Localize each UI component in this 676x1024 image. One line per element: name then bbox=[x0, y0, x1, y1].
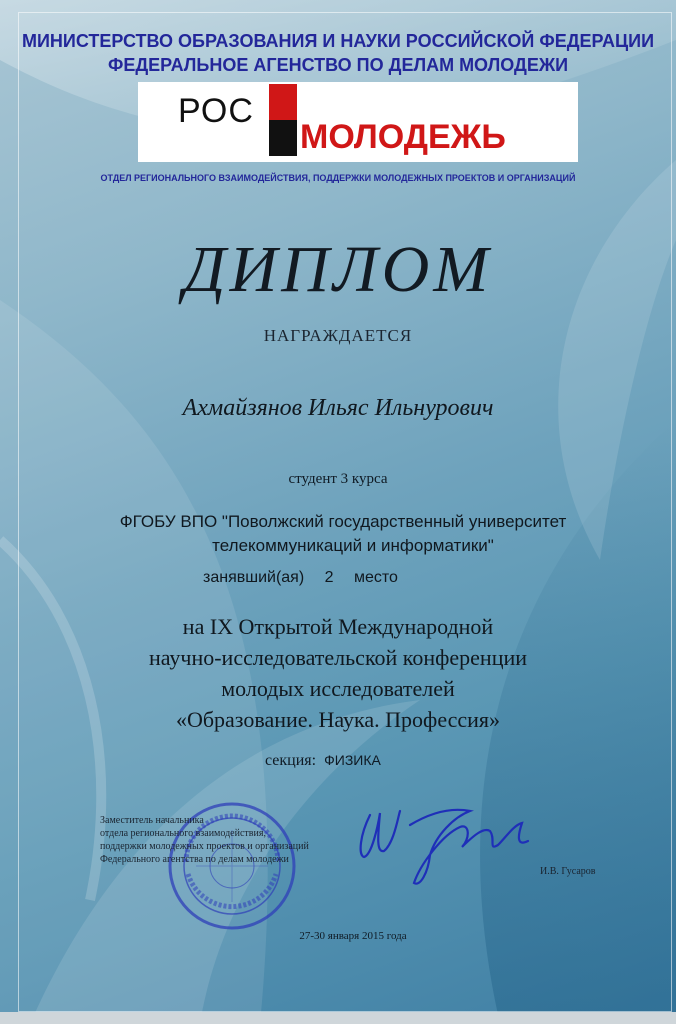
logo-text-ros: РОС bbox=[178, 92, 254, 130]
handwritten-signature bbox=[350, 795, 550, 890]
conference-line-2: научно-исследовательской конференции bbox=[148, 645, 528, 670]
event-date: 27-30 января 2015 года bbox=[299, 930, 407, 942]
section-line bbox=[265, 752, 381, 770]
department-line: ОТДЕЛ РЕГИОНАЛЬНОГО ВЗАИМОДЕЙСТВИЯ, ПОДДЕРЖКИ МОЛОДЕЖНЫХ ПРОЕКТОВ И ОРГАНИЗАЦИЙ bbox=[100, 173, 576, 183]
place-unit: место bbox=[353, 569, 398, 586]
logo-red-square bbox=[269, 84, 297, 120]
conference-line-4: «Образование. Наука. Профессия» bbox=[175, 707, 501, 732]
signatory-position bbox=[100, 814, 309, 866]
conference-line-1: на IX Открытой Международной bbox=[182, 614, 494, 639]
agency-header: ФЕДЕРАЛЬНОЕ АГЕНСТВО ПО ДЕЛАМ МОЛОДЕЖИ bbox=[107, 55, 569, 75]
signatory-line-4: Федерального агентства по делам молодежи bbox=[100, 854, 289, 865]
logo-black-square bbox=[269, 120, 297, 156]
place-label: занявший(ая) bbox=[203, 569, 305, 586]
diploma-title: ДИПЛОМ bbox=[183, 233, 493, 306]
signer-name: И.В. Гусаров bbox=[540, 866, 596, 877]
place-line bbox=[203, 569, 408, 587]
awarded-label: НАГРАЖДАЕТСЯ bbox=[263, 326, 413, 345]
signatory-line-2: отдела регионального взаимодействия, bbox=[100, 828, 266, 839]
section-value: ФИЗИКА bbox=[324, 752, 381, 768]
student-status: студент 3 курса bbox=[288, 471, 388, 487]
recipient-name: Ахмайзянов Ильяс Ильнурович bbox=[182, 395, 494, 421]
place-value: 2 bbox=[324, 569, 334, 586]
logo-text-molodezh: МОЛОДЕЖЬ bbox=[300, 118, 506, 156]
signatory-line-1: Заместитель начальника bbox=[100, 815, 204, 826]
rosmolodezh-logo bbox=[138, 82, 578, 162]
signatory-line-3: поддержки молодежных проектов и организаций bbox=[100, 841, 309, 852]
scan-edge bbox=[0, 1012, 676, 1024]
section-label: секция: bbox=[265, 752, 317, 769]
ministry-header: МИНИСТЕРСТВО ОБРАЗОВАНИЯ И НАУКИ РОССИЙСКОЙ ФЕДЕРАЦИИ bbox=[21, 31, 655, 51]
university-line-2: телекоммуникаций и информатики" bbox=[212, 536, 494, 555]
conference-line-3: молодых исследователей bbox=[221, 676, 455, 701]
university-line-1: ФГОБУ ВПО "Поволжский государственный университет bbox=[119, 512, 567, 531]
